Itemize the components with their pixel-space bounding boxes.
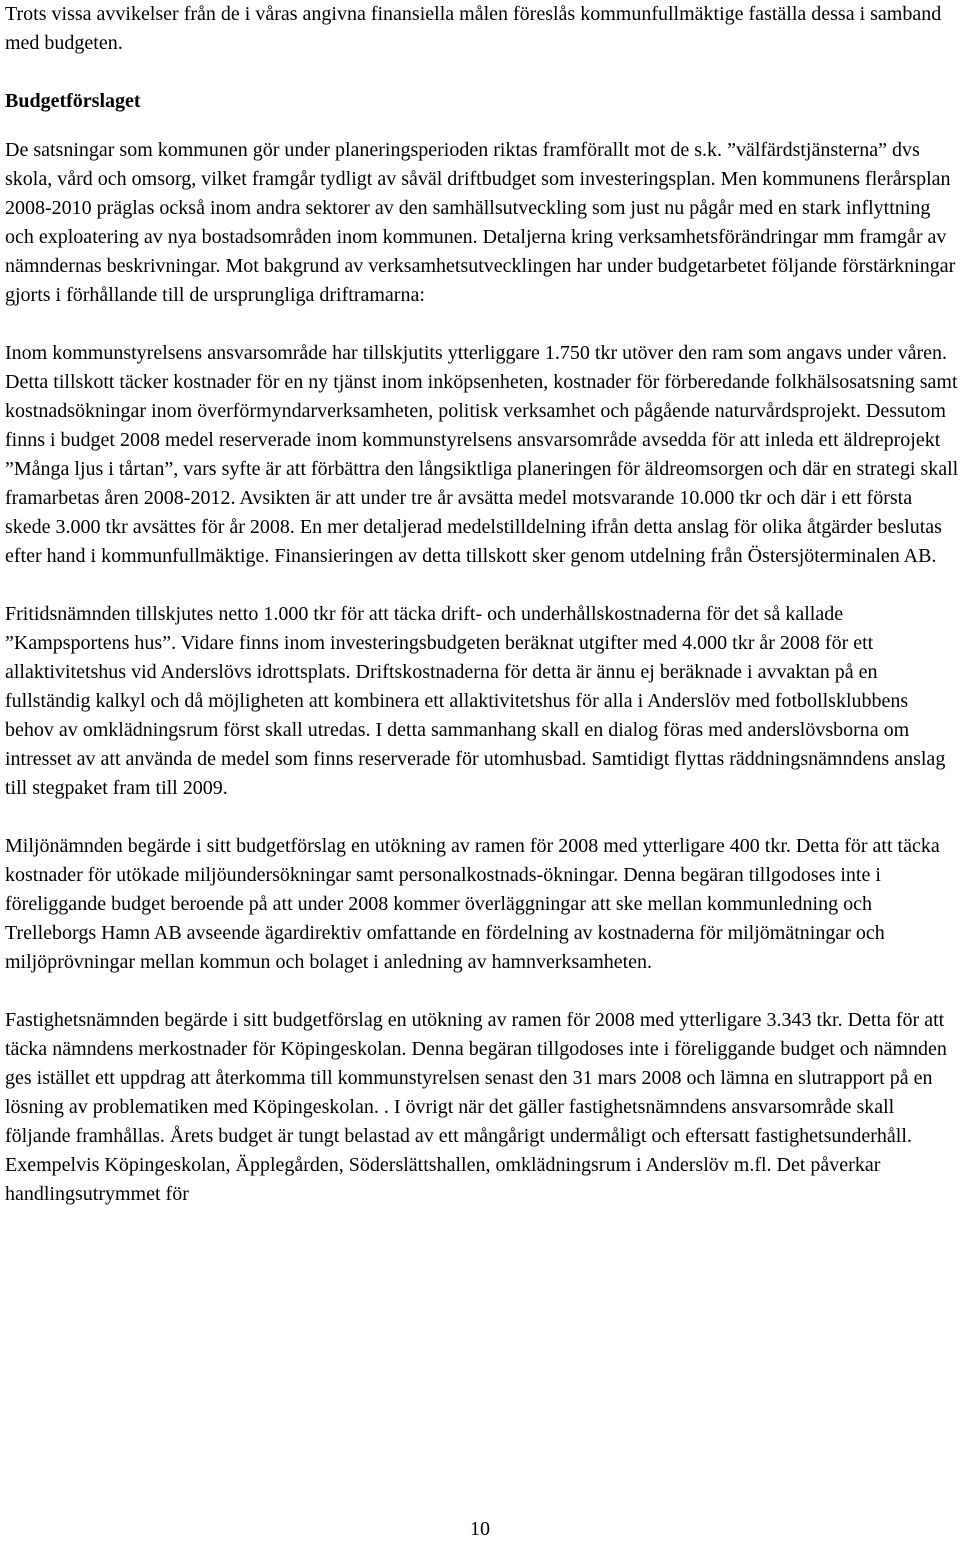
document-page — [5, 0, 960, 1209]
paragraph-kommunstyrelsen: Inom kommunstyrelsens ansvarsområde har tillskjutits ytterliggare 1.750 tkr utöver den ram som angavs under våren. Detta tillskott täcker kostnader för en ny tjänst inom inköpsenheten, kostnader för förberedande folkhälsosatsning samt kostnadsökningar inom överförmyndarverksamheten, politisk verksamhet och pågående naturvårdsprojekt. Dessutom finns i budget 2008 medel reserverade inom kommunstyrelsens ansvarsområde avsedda för att inleda ett äldreprojekt ”Många ljus i tårtan”, vars syfte är att förbättra den långsiktliga planeringen för äldreomsorgen och där en strategi skall framarbetas åren 2008-2012. Avsikten är att under tre år avsätta medel motsvarande 10.000 tkr och där i ett första skede 3.000 tkr avsättes för år 2008. En mer detaljerad medelstilldelning ifrån detta anslag för olika åtgärder beslutas efter hand i kommunfullmäktige. Finansieringen av detta tillskott sker genom utdelning från Östersjöterminalen AB. — [5, 342, 959, 567]
paragraph-miljonamnden: Miljönämnden begärde i sitt budgetförslag en utökning av ramen för 2008 med ytterligare 400 tkr. Detta för att täcka kostnader för utökade miljöundersökningar samt personalkostnads-ökningar. Denna begäran tillgodoses inte i föreliggande budget beroende på att under 2008 kommer överläggningar att ske mellan kommunledning och Trelleborgs Hamn AB avseende ägardirektiv omfattande en fördelning av kostnaderna för miljömätningar och miljöprövningar mellan kommun och bolaget i anledning av hamnverksamheten. — [5, 835, 940, 973]
paragraph-fastighetsnamnden: Fastighetsnämnden begärde i sitt budgetförslag en utökning av ramen för 2008 med ytterligare 3.343 tkr. Detta för att täcka nämndens merkostnader för Köpingeskolan. Denna begäran tillgodoses inte i föreliggande budget och nämnden ges istället ett uppdrag att återkomma till kommunstyrelsen senast den 31 mars 2008 och lämna en slutrapport på en lösning av problematiken med Köpingeskolan. . I övrigt när det gäller fastighetsnämndens ansvarsområde skall följande framhållas. Årets budget är tungt belastad av ett mångårigt undermåligt och eftersatt fastighetsunderhåll. Exempelvis Köpingeskolan, Äpplegården, Söderslättshallen, omklädningsrum i Anderslöv m.fl. Det påverkar handlingsutrymmet för — [5, 1009, 947, 1205]
paragraph-budget-intro — [5, 136, 960, 310]
paragraph-budget-intro-part2: ”välfärdstjänsterna” dvs skola, vård och omsorg, vilket framgår tydligt av såväl driftbudget som investeringsplan. — [5, 139, 920, 190]
paragraph-budget-intro-part1: De satsningar som kommunen gör under planeringsperioden riktas framförallt mot de s.k. — [5, 139, 728, 161]
page-number: 10 — [470, 1518, 490, 1540]
paragraph-budget-intro-part3: Men kommunens flerårsplan 2008-2010 präglas också inom andra sektorer av den samhällsutveckling som just nu pågår med en stark inflyttning och exploatering av nya bostadsområden inom kommunen. Detaljerna kring verksamhetsförändringar mm framgår av nämndernas beskrivningar. Mot bakgrund av verksamhetsutvecklingen har under budgetarbetet följande förstärkningar gjorts i förhållande till de ursprungliga driftramarna: — [5, 168, 956, 306]
section-heading: Budgetförslaget — [5, 90, 141, 112]
intro-paragraph: Trots vissa avvikelser från de i våras angivna finansiella målen föreslås kommunfullmäktige faställa dessa i samband med budgeten. — [5, 3, 942, 54]
paragraph-fritidsnamnden: Fritidsnämnden tillskjutes netto 1.000 tkr för att täcka drift- och underhållskostnaderna för det så kallade ”Kampsportens hus”. Vidare finns inom investeringsbudgeten beräknat utgifter med 4.000 tkr år 2008 för ett allaktivitetshus vid Anderslövs idrottsplats. Driftskostnaderna för detta är ännu ej beräknade i avvaktan på en fullständig kalkyl och då möjligheten att kombinera ett allaktivitetshus för alla i Anderslöv med fotbollsklubbens behov av omklädningsrum först skall utredas. I detta sammanhang skall en dialog föras med anderslövsborna om intresset av att använda de medel som finns reserverade för utomhusbad. Samtidigt flyttas räddningsnämndens anslag till stegpaket fram till 2009. — [5, 603, 946, 799]
